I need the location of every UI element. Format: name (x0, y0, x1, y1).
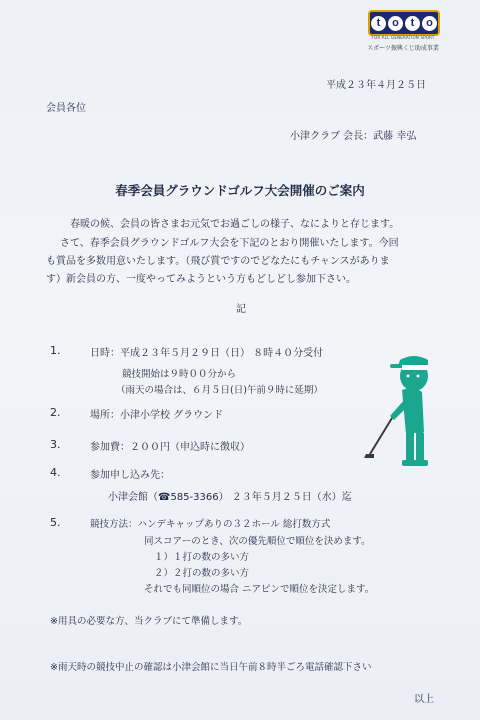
item-method: 競技方法：ハンデキャップありの３２ホール 総打数方式 (90, 519, 331, 530)
recipient: 会員各位 (46, 103, 86, 114)
logo-letter: o (388, 16, 403, 31)
golfer-icon (362, 354, 452, 474)
item-number: 1. (50, 344, 61, 357)
item-method-rule: １）１打の数の多い方 (154, 552, 250, 563)
intro-line: す）新会員の方、一度やってみようという方もどしどし参加下さい。 (46, 274, 356, 285)
logo-caption: スポーツ振興くじ助成事業 (367, 45, 439, 52)
toto-logo (366, 8, 440, 54)
document-title: 春季会員グラウンドゴルフ大会開催のご案内 (115, 183, 365, 198)
logo-letter: o (422, 16, 437, 31)
item-method-rule: それでも同順位の場合 ニアピンで順位を決定します。 (144, 584, 375, 595)
item-fee: 参加費：２００円（申込時に徴収） (90, 442, 250, 453)
item-datetime: 日時：平成２３年５月２９日（日） ８時４０分受付 (90, 348, 324, 359)
intro-line: 春暖の候、会員の皆さまお元気でお過ごしの様子、なによりと存じます。 (70, 219, 400, 230)
toto-badge (368, 10, 440, 36)
item-place: 場所：小津小学校 グラウンド (90, 410, 224, 421)
ki-mark: 記 (236, 304, 246, 315)
closing: 以上 (414, 694, 434, 705)
item-start-time: 競技開始は９時００分から (122, 369, 237, 380)
item-number: 4. (50, 466, 61, 479)
item-method-rule: 同スコアーのとき、次の優先順位で順位を決めます。 (144, 536, 371, 547)
item-number: 5. (50, 516, 61, 529)
note-equipment: ※用具の必要な方、当クラブにて準備します。 (50, 616, 248, 627)
logo-letter: t (371, 16, 386, 31)
item-method-rule: ２）２打の数の多い方 (154, 568, 250, 579)
intro-line: も賞品を多数用意いたします。（飛び賞ですのでどなたにもチャンスがありま (46, 256, 390, 267)
sender: 小津クラブ 会長：武藤 幸弘 (290, 131, 417, 142)
item-number: 3. (50, 438, 61, 451)
item-number: 2. (50, 406, 61, 419)
item-apply-contact: 小津会館（☎585-3366） ２３年５月２５日（水）迄 (108, 492, 352, 503)
intro-line: さて、春季会員グラウンドゴルフ大会を下記のとおり開催いたします。今回 (60, 238, 399, 249)
document-date: 平成２３年４月２５日 (326, 80, 426, 91)
item-rain-date: （雨天の場合は、６月５日(日)午前９時に延期） (116, 385, 323, 396)
note-rain-check: ※雨天時の競技中止の確認は小津会館に当日午前８時半ごろ電話確認下さい (50, 662, 372, 673)
item-apply-label: 参加申し込み先： (90, 470, 170, 481)
logo-subtext: FOR ALL GENERATION SPORT (371, 35, 435, 40)
logo-letter: t (405, 16, 420, 31)
